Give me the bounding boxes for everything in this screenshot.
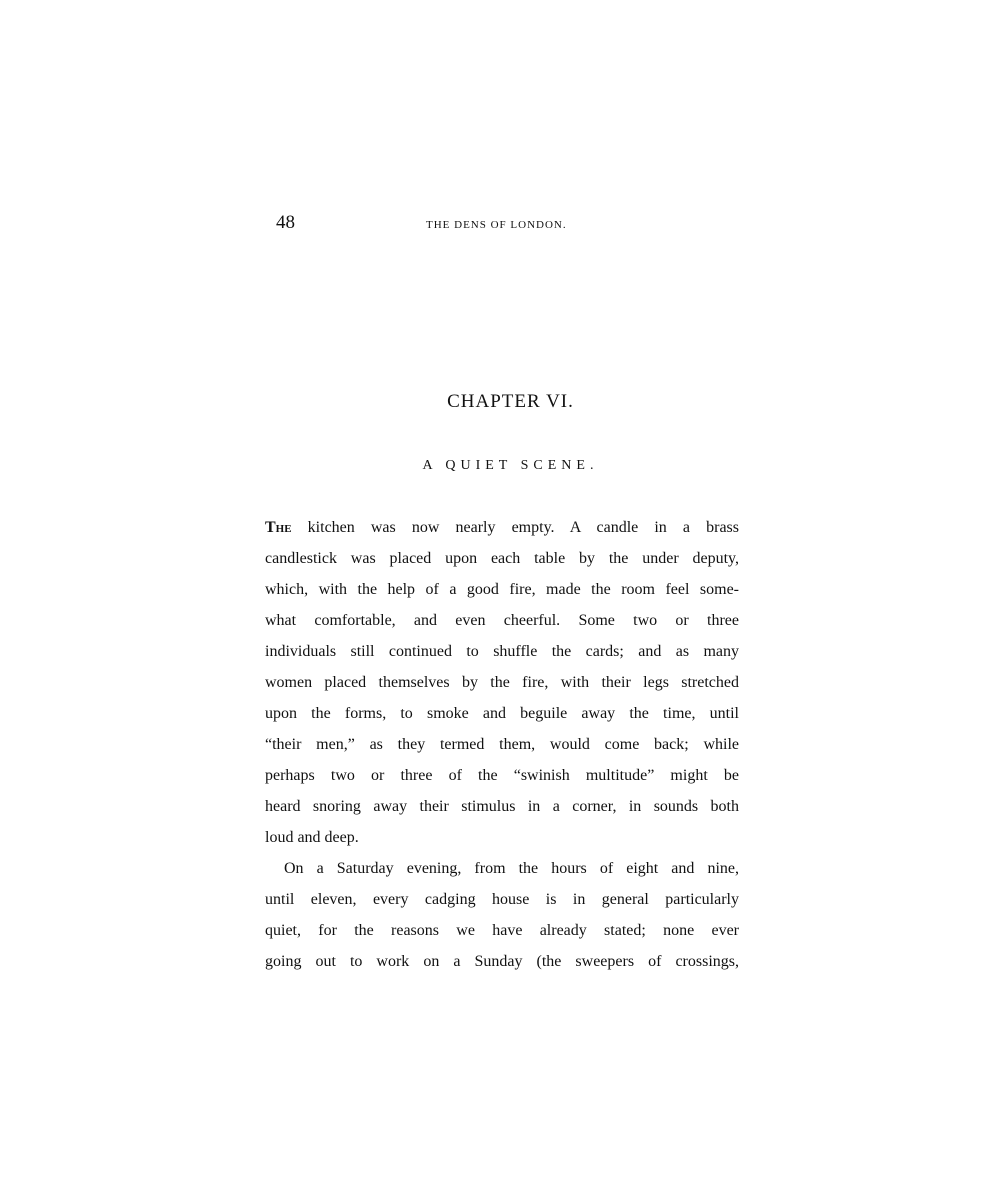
page-number: 48 (276, 212, 295, 233)
text-line: candlestick was placed upon each table by the under deputy, (265, 550, 739, 567)
text-line: On a Saturday evening, from the hours of eight and nine, (284, 860, 739, 877)
text-line: loud and deep. (265, 829, 359, 846)
text-line: upon the forms, to smoke and beguile away the time, until (265, 705, 739, 722)
text-line: what comfortable, and even cheerful. Some two or three (265, 612, 739, 629)
text-line-content: kitchen was now nearly empty. A candle in a brass (291, 519, 739, 536)
paragraph-lead-word: The (265, 519, 292, 536)
chapter-subtitle: A QUIET SCENE. (422, 458, 599, 473)
chapter-title: CHAPTER VI. (447, 391, 574, 412)
text-line: women placed themselves by the fire, with their legs stretched (265, 674, 739, 691)
text-line: perhaps two or three of the “swinish multitude” might be (265, 767, 739, 784)
text-line: going out to work on a Sunday (the sweepers of crossings, (265, 953, 739, 970)
text-line: heard snoring away their stimulus in a corner, in sounds both (265, 798, 739, 815)
body-text (265, 512, 739, 977)
text-line: quiet, for the reasons we have already stated; none ever (265, 922, 739, 939)
text-line: until eleven, every cadging house is in general particularly (265, 891, 739, 908)
text-line: individuals still continued to shuffle the cards; and as many (265, 643, 739, 660)
text-line: which, with the help of a good fire, made the room feel some- (265, 581, 739, 598)
text-line: “their men,” as they termed them, would come back; while (265, 736, 739, 753)
running-head: THE DENS OF LONDON. (426, 219, 567, 231)
text-line (265, 512, 739, 543)
